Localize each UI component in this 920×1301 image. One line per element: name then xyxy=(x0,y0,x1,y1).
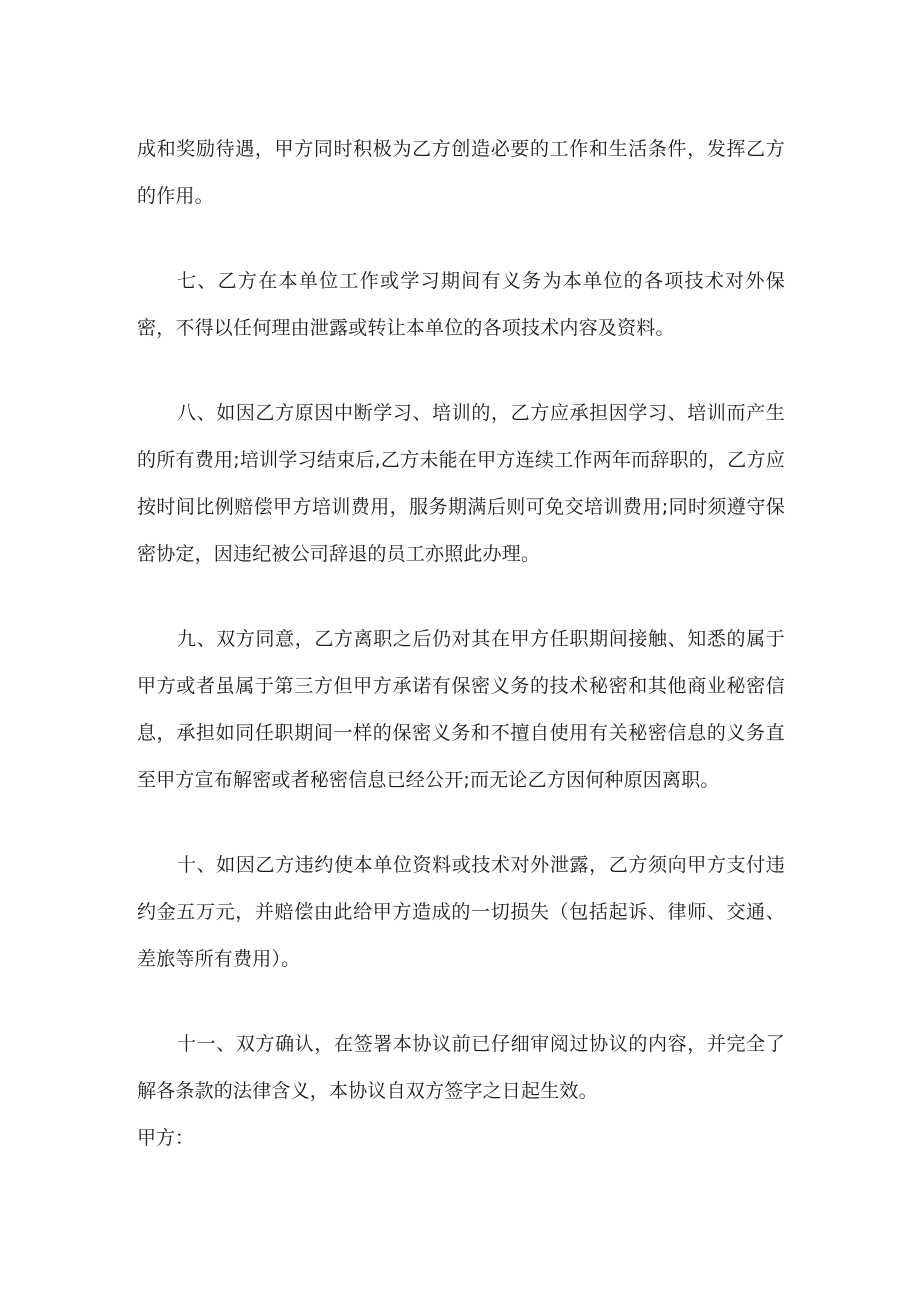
clause-nine: 九、双方同意，乙方离职之后仍对其在甲方任职期间接触、知悉的属于甲方或者虽属于第三方但甲方承诺有保密义务的技术秘密和其他商业秘密信息，承担如同任职期间一样的保密义务和不擅自使用有关秘密信息的义务直至甲方宣布解密或者秘密信息已经公开;而无论乙方因何种原因离职。 xyxy=(137,628,785,791)
party-a-signature-label: 甲方： xyxy=(137,1127,195,1149)
clause-seven: 七、乙方在本单位工作或学习期间有义务为本单位的各项技术对外保密，不得以任何理由泄露或转让本单位的各项技术内容及资料。 xyxy=(137,270,785,339)
document-body xyxy=(137,126,785,1162)
clause-eleven: 十一、双方确认，在签署本协议前已仔细审阅过协议的内容，并完全了解各条款的法律含义，本协议自双方签字之日起生效。 xyxy=(137,1033,785,1102)
clause-ten: 十、如因乙方违约使本单位资料或技术对外泄露，乙方须向甲方支付违约金五万元，并赔偿由此给甲方造成的一切损失（包括起诉、律师、交通、差旅等所有费用）。 xyxy=(137,854,785,970)
clause-eight: 八、如因乙方原因中断学习、培训的，乙方应承担因学习、培训而产生的所有费用;培训学习结束后,乙方未能在甲方连续工作两年而辞职的，乙方应按时间比例赔偿甲方培训费用，服务期满后则可免交培训费用;同时须遵守保密协定，因违纪被公司辞退的员工亦照此办理。 xyxy=(137,402,785,565)
paragraph-continuation: 成和奖励待遇，甲方同时积极为乙方创造必要的工作和生活条件，发挥乙方的作用。 xyxy=(137,138,785,207)
